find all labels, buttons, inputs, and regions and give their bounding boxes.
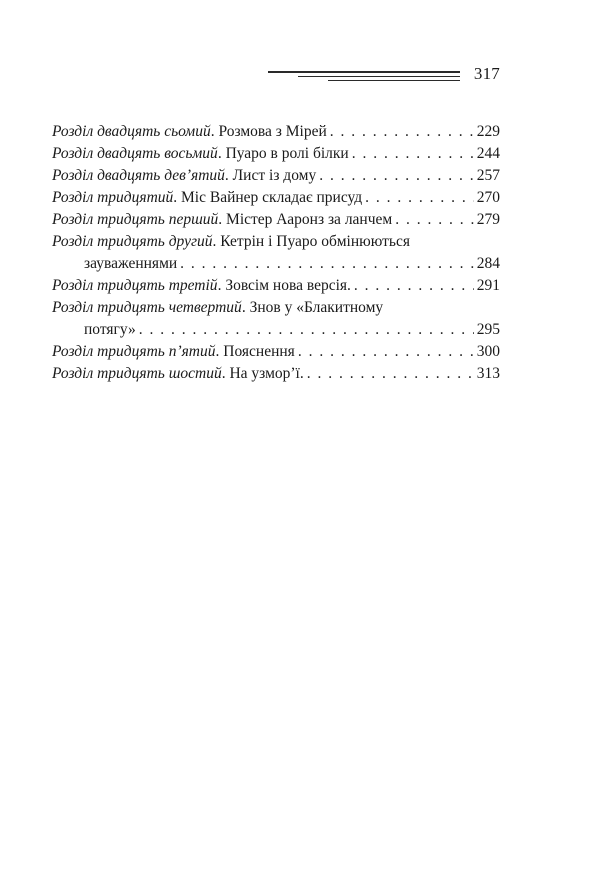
page-ref: 244 xyxy=(476,145,500,162)
toc-entry[interactable] xyxy=(52,121,500,143)
dot-leader xyxy=(307,363,474,385)
header-rule-long xyxy=(268,71,460,73)
toc-entry[interactable] xyxy=(52,231,500,275)
header-rule-middle xyxy=(298,76,460,77)
chapter-label: Розділ тридцять четвертий xyxy=(52,299,242,316)
chapter-title-continued: потягу» xyxy=(84,321,136,338)
dot-leader xyxy=(139,319,474,341)
dot-leader xyxy=(180,253,474,275)
chapter-title: . Містер Ааронз за ланчем xyxy=(218,211,393,228)
chapter-label: Розділ тридцятий xyxy=(52,189,174,206)
dot-leader xyxy=(352,143,474,165)
chapter-title: . Розмова з Мірей xyxy=(210,123,327,140)
chapter-title: . На узмор’ї. xyxy=(221,365,304,382)
toc-entry[interactable] xyxy=(52,297,500,341)
toc-entry[interactable] xyxy=(52,363,500,385)
chapter-title: . Пояснення xyxy=(215,343,295,360)
dot-leader xyxy=(330,121,474,143)
dot-leader xyxy=(365,187,474,209)
chapter-title: . Зовсім нова версія. xyxy=(217,277,351,294)
dot-leader xyxy=(319,165,474,187)
chapter-label: Розділ тридцять перший xyxy=(52,211,219,228)
page-number: 317 xyxy=(473,64,500,83)
chapter-title: . Пуаро в ролі білки xyxy=(217,145,349,162)
toc-entry[interactable] xyxy=(52,275,500,297)
page-ref: 229 xyxy=(476,123,500,140)
chapter-title: . Міс Вайнер складає присуд xyxy=(173,189,363,206)
toc-entry[interactable] xyxy=(52,209,500,231)
chapter-title: . Лист із дому xyxy=(224,167,317,184)
page-ref: 295 xyxy=(476,321,500,338)
chapter-title-continued: зауваженнями xyxy=(84,255,178,272)
dot-leader xyxy=(395,209,474,231)
chapter-label: Розділ тридцять шостий xyxy=(52,365,222,382)
page-ref: 313 xyxy=(476,365,500,382)
page-ref: 284 xyxy=(476,255,500,272)
page-ref: 270 xyxy=(476,189,500,206)
running-header xyxy=(268,63,500,87)
page-ref: 300 xyxy=(476,343,500,360)
toc-entry[interactable] xyxy=(52,143,500,165)
header-rule-short xyxy=(328,80,460,81)
dot-leader xyxy=(298,341,474,363)
chapter-label: Розділ двадцять восьмий xyxy=(52,145,218,162)
page-ref: 257 xyxy=(476,167,500,184)
chapter-label: Розділ двадцять сьомий xyxy=(52,123,211,140)
toc-entry[interactable] xyxy=(52,187,500,209)
table-of-contents xyxy=(52,121,500,385)
chapter-title: . Знов у «Блакитному xyxy=(241,299,384,316)
chapter-title: . Кетрін і Пуаро обмінюються xyxy=(212,233,410,250)
toc-entry[interactable] xyxy=(52,341,500,363)
toc-entry[interactable] xyxy=(52,165,500,187)
chapter-label: Розділ тридцять третій xyxy=(52,277,218,294)
page-ref: 291 xyxy=(476,277,500,294)
chapter-label: Розділ тридцять п’ятий xyxy=(52,343,216,360)
page-ref: 279 xyxy=(476,211,500,228)
chapter-label: Розділ тридцять другий xyxy=(52,233,213,250)
chapter-label: Розділ двадцять дев’ятий xyxy=(52,167,225,184)
dot-leader xyxy=(354,275,474,297)
